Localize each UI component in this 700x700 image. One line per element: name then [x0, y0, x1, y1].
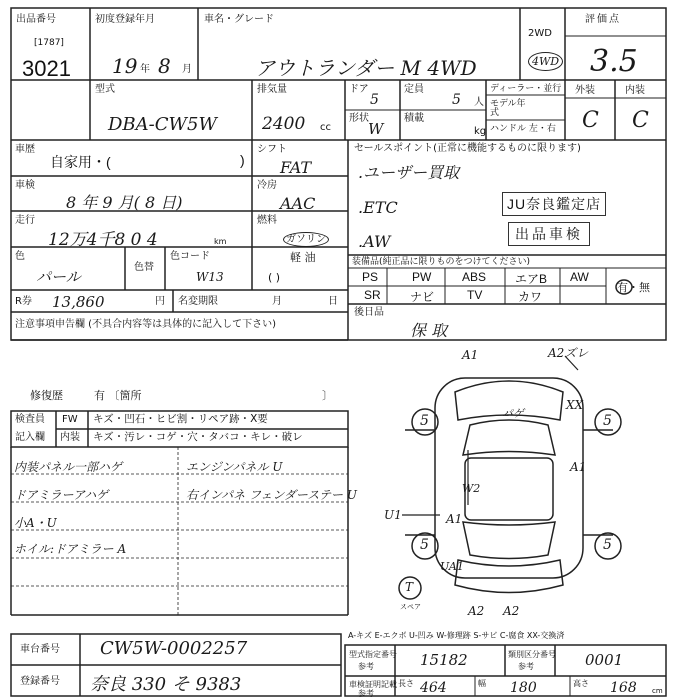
model-value: DBA-CW5W	[108, 114, 217, 135]
inspector-label: 検査員	[15, 414, 45, 425]
registration-label: 登録番号	[20, 676, 60, 687]
note-2: ドアミラーアハゲ	[14, 488, 109, 502]
equip-airbag: エアB	[515, 272, 548, 286]
color-value: パール	[36, 268, 81, 286]
interior-grade: C	[632, 108, 649, 133]
inspector-entry-label: 記入欄	[15, 432, 45, 443]
color-change-label: 色替	[134, 262, 154, 273]
capacity-label: 定員	[404, 84, 424, 95]
designation-value: 15182	[420, 651, 468, 669]
capacity-unit: 人	[474, 97, 484, 108]
mark-left-sill: U1	[384, 508, 402, 522]
recycle-unit: 円	[155, 296, 165, 307]
designation-label: 型式指定番号	[349, 650, 397, 659]
windshield	[463, 420, 555, 455]
exterior-grade: C	[582, 108, 599, 133]
width-label: 幅	[478, 679, 486, 688]
fuel-diesel: 軽 油	[290, 251, 316, 264]
model-label: 型式	[95, 84, 115, 95]
lot-sub-number: [1787]	[34, 38, 64, 48]
tire-rl-value: 5	[420, 537, 429, 553]
mark-front-right: A2ズレ	[548, 346, 589, 360]
length-value: 464	[420, 680, 447, 696]
after-items-label: 後日品	[354, 307, 384, 318]
mark-rear-right: A2	[503, 604, 520, 618]
color-label: 色	[15, 251, 25, 262]
height-label: 高さ	[573, 679, 589, 688]
category-sub: 参考	[518, 662, 534, 671]
shift-value: FAT	[280, 158, 312, 177]
mark-rear-left: A2	[468, 604, 485, 618]
capacity-value: 5	[452, 92, 461, 108]
exterior-label: 外装	[575, 85, 595, 96]
history-value: 自家用・(	[50, 154, 111, 170]
year-unit: 年	[140, 64, 150, 75]
shape-value: W	[368, 120, 384, 138]
dealer-stamp: JU奈良鑑定店	[502, 192, 606, 216]
load-label: 積載	[404, 113, 424, 124]
rating-label: 評価点	[585, 14, 621, 25]
length-label: 長さ	[398, 679, 414, 688]
tire-fr-value: 5	[603, 413, 612, 429]
displacement-label: 排気量	[257, 84, 287, 95]
lot-number: 3021	[22, 56, 71, 81]
repair-close: 〕	[322, 389, 333, 402]
spare-label: T	[405, 580, 414, 594]
equip-pw: PW	[412, 270, 432, 284]
tire-rr-value: 5	[603, 537, 612, 553]
mark-right-door: A1	[570, 460, 587, 474]
width-value: 180	[510, 680, 537, 696]
mileage-value: 12万4千8 0 4	[48, 230, 158, 250]
sunroof-availability: 有・無	[617, 282, 650, 294]
rear-window	[463, 522, 555, 559]
tire-fl-value: 5	[420, 413, 429, 429]
inspection-label: 車検	[15, 180, 35, 191]
note-6: 右インパネ フェンダーステー U	[186, 488, 357, 502]
4wd-circled: 4WD	[528, 52, 563, 71]
first-registration-year: 19	[112, 54, 138, 78]
equipment-title: 装備品(純正品に限りものをつけてください)	[352, 257, 531, 267]
after-items-value: 保 取	[410, 321, 448, 340]
handle-label: ハンドル 左・右	[490, 124, 556, 134]
mark-left-quarter: UA1	[440, 560, 464, 573]
car-grade-value: アウトランダー M 4WD	[255, 56, 477, 80]
selling-point-2: .ETC	[358, 198, 398, 217]
first-registration-month: 8	[158, 54, 171, 78]
equip-ps: PS	[362, 270, 379, 284]
fw-label: FW	[62, 414, 78, 425]
repair-value: 有 〔箇所	[94, 389, 142, 402]
registration-value: 奈良 330 そ 9383	[90, 674, 242, 695]
equip-tv: TV	[467, 288, 483, 302]
interior-label: 内装	[625, 85, 645, 96]
notes-title: 注意事項申告欄 (不具合内容等は具体的に記入して下さい)	[15, 319, 276, 330]
note-5: エンジンパネル U	[186, 460, 283, 474]
deadline-day: 日	[328, 296, 338, 307]
inspection-value: 8 年 9 月( 8 日)	[66, 193, 183, 212]
car-grade-label: 車名・グレード	[204, 14, 274, 25]
height-value: 168	[610, 680, 637, 696]
deadline-month: 月	[272, 296, 282, 307]
history-label: 車歴	[15, 144, 35, 155]
cert-sub: 参考	[358, 689, 374, 698]
chassis-label: 車台番号	[20, 644, 60, 655]
category-value: 0001	[585, 651, 624, 669]
rating-value: 3.5	[590, 44, 638, 79]
rear-bumper	[455, 560, 563, 593]
mark-hood-right: XX	[566, 398, 584, 412]
name-change-label: 名変期限	[178, 296, 218, 307]
2wd-label: 2WD	[528, 28, 552, 39]
doors-value: 5	[370, 92, 379, 108]
shape-label: 形状	[349, 113, 369, 124]
fw-text: キズ・凹石・ヒビ割・リペア跡・X要	[93, 413, 268, 425]
displacement-value: 2400	[262, 114, 306, 134]
doors-label: ドア	[349, 84, 369, 95]
equip-abs: ABS	[462, 270, 487, 284]
mileage-unit: km	[214, 237, 227, 246]
first-registration-label: 初度登録年月	[95, 14, 155, 25]
mileage-label: 走行	[15, 215, 35, 226]
fuel-label: 燃料	[257, 215, 277, 226]
lot-number-label: 出品番号	[16, 14, 56, 25]
ac-label: 冷房	[257, 180, 277, 191]
repair-label: 修復歴	[30, 389, 63, 402]
inspection-stamp: 出品車検	[508, 222, 590, 246]
cert-label: 車検証明記載	[349, 680, 397, 689]
fuel-paren: ( )	[268, 271, 281, 284]
model-year-label: モデル年式	[490, 99, 526, 118]
displacement-unit: cc	[320, 122, 331, 133]
category-label: 類別区分番号	[508, 650, 556, 659]
designation-sub: 参考	[358, 662, 374, 671]
shift-label: シフト	[257, 144, 287, 155]
note-3: 小A・U	[14, 516, 57, 530]
chassis-value: CW5W-0002257	[100, 638, 248, 659]
equip-leather: カワ	[518, 290, 543, 304]
equip-aw: AW	[570, 270, 589, 284]
selling-point-1: .ユーザー買取	[358, 163, 460, 182]
interior-check-text: キズ・汚レ・コゲ・穴・タバコ・キレ・破レ	[93, 431, 303, 443]
history-close: )	[240, 152, 245, 168]
recycle-label: R券	[15, 296, 32, 307]
fuel-gasoline-circled: ガソリン	[283, 232, 329, 247]
recycle-value: 13,860	[52, 293, 105, 311]
load-unit: kg	[474, 126, 487, 137]
equip-navi: ナビ	[410, 290, 435, 304]
ac-value: AAC	[280, 194, 316, 213]
color-code-value: W13	[196, 270, 224, 284]
dimension-unit: cm	[652, 687, 663, 695]
spare-sub: スペア	[400, 603, 421, 611]
selling-point-3: .AW	[358, 232, 391, 251]
damage-legend: A-キズ E-エクボ U-凹み W-修理跡 S-サビ C-腐食 XX-交換済	[348, 631, 565, 640]
mark-hood: パゲ	[502, 407, 524, 420]
mark-left-door: W2	[462, 482, 481, 495]
note-4: ホイル:ドアミラー A	[14, 542, 127, 556]
dealer-label: ディーラー・並行	[490, 84, 562, 94]
color-code-label: 色コード	[170, 251, 210, 262]
selling-points-title: セールスポイント(正常に機能するものに限ります)	[354, 143, 581, 154]
mark-front-bumper: A1	[462, 348, 479, 362]
interior-check-label: 内装	[60, 432, 80, 443]
equip-sr: SR	[364, 288, 381, 302]
note-1: 内装パネル一部ハゲ	[14, 460, 123, 474]
mark-left-rear-door: A1	[446, 512, 463, 526]
month-unit: 月	[182, 64, 192, 75]
